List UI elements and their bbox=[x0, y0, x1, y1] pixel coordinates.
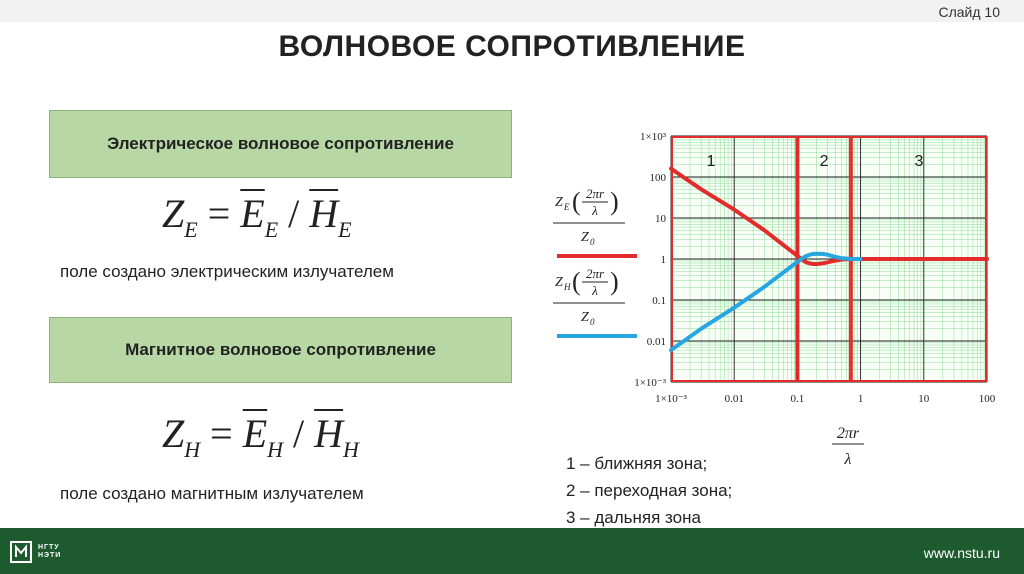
formula-e-field: $\overline{E}$ bbox=[242, 411, 268, 456]
magnetic-description: поле создано магнитным излучателем bbox=[60, 484, 364, 503]
formula-z-sub: E bbox=[184, 217, 198, 242]
zone-legend-item: 2 – переходная зона; bbox=[566, 481, 733, 500]
y-tick-label: 1×10³ bbox=[639, 131, 666, 143]
formula-z: Z bbox=[162, 411, 185, 456]
zone-label: 1 bbox=[706, 153, 716, 170]
magnetic-impedance-formula bbox=[162, 410, 359, 463]
legend-denominator: Z bbox=[581, 310, 589, 325]
y-tick-label: 100 bbox=[649, 172, 666, 184]
logo-line-2: НЭТИ bbox=[38, 552, 62, 559]
zone-label: 2 bbox=[819, 153, 829, 170]
nstu-logo[interactable] bbox=[10, 541, 61, 563]
legend-paren-den: λ bbox=[592, 203, 598, 218]
legend-paren: ) bbox=[610, 267, 619, 296]
impedance-chart bbox=[540, 120, 1010, 480]
legend-paren-den: λ bbox=[592, 283, 598, 298]
formula-e-sub: E bbox=[264, 217, 279, 242]
electric-impedance-formula bbox=[162, 190, 352, 243]
x-tick-label: 1×10⁻³ bbox=[655, 393, 687, 405]
zone-legend-item: 1 – ближняя зона; bbox=[566, 454, 708, 473]
formula-h-field: $\overline{H}$ bbox=[314, 411, 344, 456]
x-tick-label: 0.01 bbox=[724, 393, 744, 405]
y-tick-label: 0.01 bbox=[646, 336, 666, 348]
slide-title: ВОЛНОВОЕ СОПРОТИВЛЕНИЕ bbox=[278, 30, 746, 63]
legend-paren-num: 2πr bbox=[585, 186, 605, 201]
formula-slash: / bbox=[288, 191, 300, 236]
legend-paren-num: 2πr bbox=[585, 266, 605, 281]
formula-h-sub: H bbox=[343, 437, 359, 462]
formula-h-field: $\overline{H}$ bbox=[309, 191, 339, 236]
legend-symbol: Z bbox=[555, 275, 563, 290]
y-tick-label: 10 bbox=[655, 213, 666, 225]
x-tick-label: 1 bbox=[857, 393, 864, 405]
legend-denominator-sub: 0 bbox=[590, 237, 595, 247]
legend-symbol-sub: H bbox=[564, 282, 571, 292]
electric-impedance-heading: Электрическое волновое сопротивление bbox=[49, 110, 512, 178]
x-tick-label: 10 bbox=[918, 393, 930, 405]
zones-legend bbox=[566, 450, 732, 531]
zone-label: 3 bbox=[914, 153, 924, 170]
formula-e-sub: H bbox=[267, 437, 284, 462]
top-band bbox=[0, 0, 1024, 22]
formula-z: Z bbox=[162, 191, 185, 236]
y-tick-label: 0.1 bbox=[652, 295, 666, 307]
x-tick-label: 100 bbox=[978, 393, 996, 405]
legend-paren: ( bbox=[572, 267, 581, 296]
legend-symbol: Z bbox=[555, 195, 563, 210]
y-tick-label: 1×10⁻³ bbox=[634, 377, 666, 389]
formula-h-sub: E bbox=[338, 217, 352, 242]
magnetic-impedance-heading: Магнитное волновое сопротивление bbox=[49, 317, 512, 383]
formula-e-field: $\overline{E}$ bbox=[240, 191, 265, 236]
website-link[interactable]: www.nstu.ru bbox=[923, 545, 1000, 561]
formula-equals: = bbox=[210, 411, 233, 456]
legend-symbol-sub: E bbox=[564, 202, 570, 212]
y-tick-label: 1 bbox=[660, 254, 666, 266]
nstu-logo-icon bbox=[10, 541, 32, 563]
x-axis-label-den: λ bbox=[844, 451, 852, 468]
formula-equals: = bbox=[207, 191, 231, 236]
slide-number: Слайд 10 bbox=[938, 4, 1000, 20]
zone-legend-item: 3 – дальняя зона bbox=[566, 508, 701, 527]
logo-line-1: НГТУ bbox=[38, 544, 60, 551]
x-axis-label-num: 2πr bbox=[836, 425, 860, 442]
legend-paren: ( bbox=[572, 187, 581, 216]
formula-slash: / bbox=[293, 411, 305, 456]
logo-text bbox=[38, 544, 61, 560]
x-tick-label: 0.1 bbox=[790, 393, 805, 405]
formula-z-sub: H bbox=[184, 437, 201, 462]
footer-bar bbox=[0, 528, 1024, 574]
legend-denominator-sub: 0 bbox=[590, 317, 595, 327]
electric-description: поле создано электрическим излучателем bbox=[60, 262, 394, 281]
legend-denominator: Z bbox=[581, 230, 589, 245]
legend-paren: ) bbox=[610, 187, 619, 216]
